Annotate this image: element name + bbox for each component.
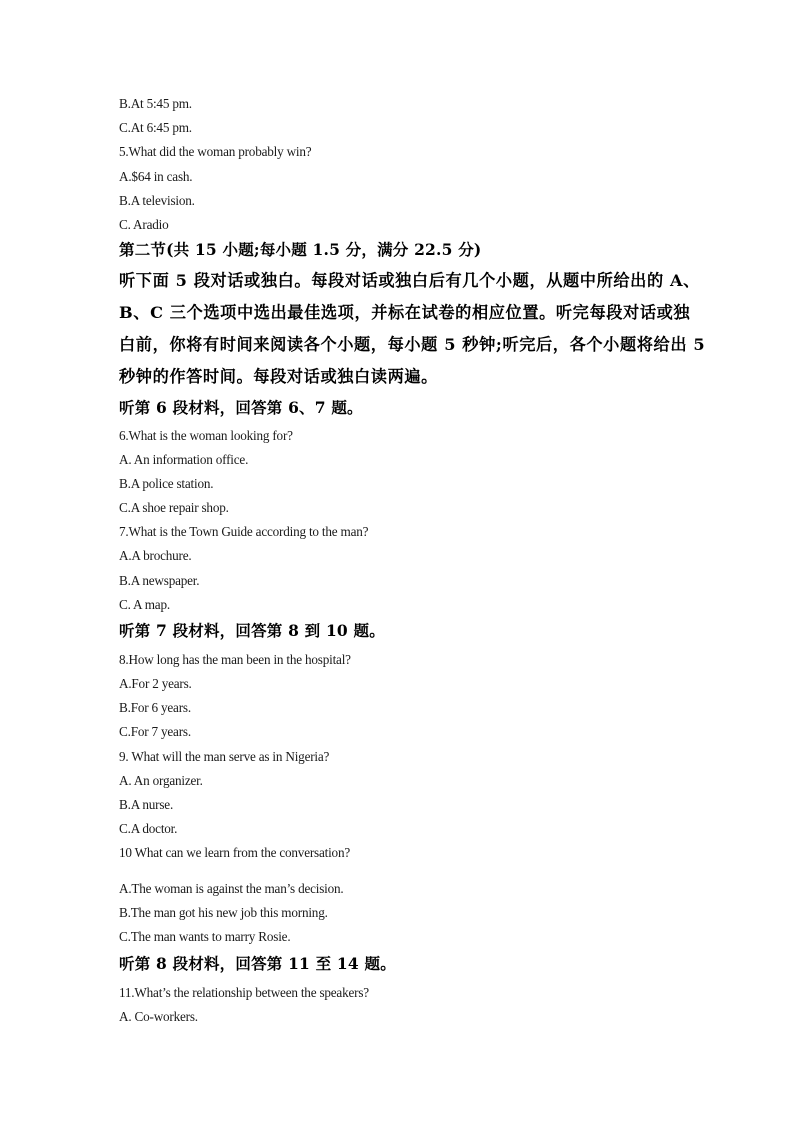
option-7c: C. A map.	[119, 597, 170, 612]
instructions-line-1: 听下面 5 段对话或独白。每段对话或独白后有几个小题，从题中所给出的 A、	[119, 271, 700, 290]
question-7: 7.What is the Town Guide according to the man?	[119, 524, 369, 539]
option-8c: C.For 7 years.	[119, 724, 191, 739]
option-4c: C.At 6:45 pm.	[119, 120, 192, 135]
option-7b: B.A newspaper.	[119, 573, 200, 588]
option-11a: A. Co-workers.	[119, 1009, 198, 1024]
option-9a: A. An organizer.	[119, 773, 203, 788]
material-6-heading: 听第 6 段材料，回答第 6、7 题。	[119, 398, 363, 417]
question-10: 10 What can we learn from the conversation?	[119, 845, 350, 860]
instructions-line-2: B、C 三个选项中选出最佳选项，并标在试卷的相应位置。听完每段对话或独	[119, 303, 691, 322]
option-10b: B.The man got his new job this morning.	[119, 905, 328, 920]
option-8a: A.For 2 years.	[119, 676, 192, 691]
instructions-line-4: 秒钟的作答时间。每段对话或独白读两遍。	[119, 367, 438, 386]
option-10c: C.The man wants to marry Rosie.	[119, 929, 291, 944]
option-6a: A. An information office.	[119, 452, 249, 467]
option-5a: A.$64 in cash.	[119, 169, 193, 184]
option-6c: C.A shoe repair shop.	[119, 500, 229, 515]
question-9: 9. What will the man serve as in Nigeria?	[119, 749, 330, 764]
option-7a: A.A brochure.	[119, 548, 192, 563]
question-11: 11.What’s the relationship between the speakers?	[119, 985, 369, 1000]
option-5c: C. Aradio	[119, 217, 169, 232]
option-4b: B.At 5:45 pm.	[119, 96, 192, 111]
question-6: 6.What is the woman looking for?	[119, 428, 293, 443]
option-10a: A.The woman is against the man’s decision.	[119, 881, 344, 896]
question-8: 8.How long has the man been in the hospital?	[119, 652, 351, 667]
option-9c: C.A doctor.	[119, 821, 178, 836]
option-5b: B.A television.	[119, 193, 195, 208]
option-8b: B.For 6 years.	[119, 700, 191, 715]
material-8-heading: 听第 8 段材料，回答第 11 至 14 题。	[119, 954, 396, 973]
question-5: 5.What did the woman probably win?	[119, 144, 312, 159]
instructions-line-3: 白前，你将有时间来阅读各个小题，每小题 5 秒钟;听完后，各个小题将给出 5	[119, 335, 706, 354]
section-heading: 第二节(共 15 小题;每小题 1.5 分，满分 22.5 分)	[119, 240, 482, 259]
option-9b: B.A nurse.	[119, 797, 174, 812]
option-6b: B.A police station.	[119, 476, 214, 491]
material-7-heading: 听第 7 段材料，回答第 8 到 10 题。	[119, 621, 385, 640]
